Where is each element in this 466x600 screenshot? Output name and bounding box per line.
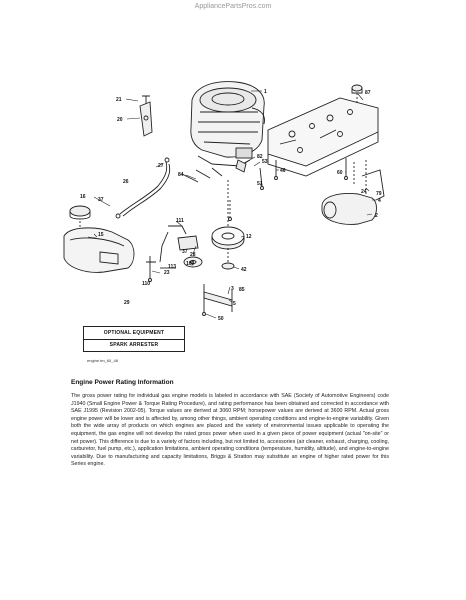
engine (191, 82, 265, 166)
callout-110: 110 (142, 281, 151, 287)
callout-53: 53 (262, 159, 268, 165)
callout-2: 2 (375, 213, 378, 219)
callout-84: 84 (178, 172, 184, 178)
callout-5: 5 (233, 301, 236, 307)
callout-85: 85 (239, 287, 245, 293)
callout-24: 24 (361, 189, 367, 195)
callout-113: 113 (168, 264, 177, 270)
optional-equipment-box (83, 326, 185, 352)
lower-bracket (203, 284, 233, 316)
bolt (222, 248, 234, 269)
callout-21: 21 (116, 97, 122, 103)
callout-16: 16 (80, 194, 86, 200)
callout-15: 15 (98, 232, 104, 238)
box-divider (84, 339, 184, 340)
fuel-cap (70, 206, 90, 228)
callout-111: 111 (176, 218, 184, 224)
callout-28: 28 (190, 252, 196, 258)
callout-87: 87 (365, 90, 371, 96)
info-title: Engine Power Rating Information (71, 379, 174, 386)
watermark: AppliancePartsPros.com (194, 3, 272, 10)
callout-82: 82 (257, 154, 263, 160)
throttle-bracket (140, 96, 152, 136)
callout-109: 109 (186, 261, 195, 267)
callout-42: 42 (241, 267, 247, 273)
engine-bolts (182, 168, 232, 221)
callout-27: 27 (158, 163, 164, 169)
callout-23: 23 (164, 270, 170, 276)
callout-12: 12 (246, 234, 252, 240)
info-body: The gross power rating for individual gas engine models is labeled in accordance with SAE (Society of Automotive Engineers) code J1940 (Small Engine Power & Torque Rating Procedure), and rating performance has been obtained and corrected in accordance with SAE J1995 (Revision 2002-05). Torque values are derived at 3060 RPM; horsepower values are derived at 3600 RPM. Actual gross engine power will be lower and is affected by, among other things, ambient operating conditions and engine-to-engine variability. Given both the wide array of products on which engines are placed and the variety of environmental issues applicable to operating the equipment, the gas engine will not develop the rated gross power when used in a given piece of power equipment (actual "on-site" or net power). This difference is due to a variety of factors including, but not limited to, accessories (air cleaner, exhaust, charging, cooling, carburetor, fuel pump, etc.), application limitations, ambient operating conditions (temperature, humidity, altitude), and engine-to-engine variability. Due to manufacturing and capacity limitations, Briggs & Stratton may substitute an engine of higher rated power for this Series engine. (71, 393, 389, 468)
callout-29: 29 (124, 300, 130, 306)
callout-51: 51 (257, 181, 263, 187)
callout-4: 4 (378, 198, 381, 204)
optional-equipment-label: OPTIONAL EQUIPMENT (103, 330, 165, 336)
callout-26: 26 (123, 179, 129, 185)
callout-46: 46 (280, 168, 286, 174)
callout-37b: 37 (182, 249, 188, 255)
callout-20: 20 (117, 117, 123, 123)
callout-79: 79 (376, 191, 382, 197)
callout-37: 37 (98, 197, 104, 203)
callout-60: 60 (337, 170, 343, 176)
pulley (212, 180, 244, 249)
frame-bracket (268, 98, 378, 176)
callout-3: 3 (231, 286, 234, 292)
spark-arrester-label: SPARK ARRESTER (109, 342, 159, 348)
callout-1: 1 (264, 89, 267, 95)
callout-50: 50 (218, 316, 224, 322)
figure-code: engine.tm_60_48 (87, 358, 118, 363)
